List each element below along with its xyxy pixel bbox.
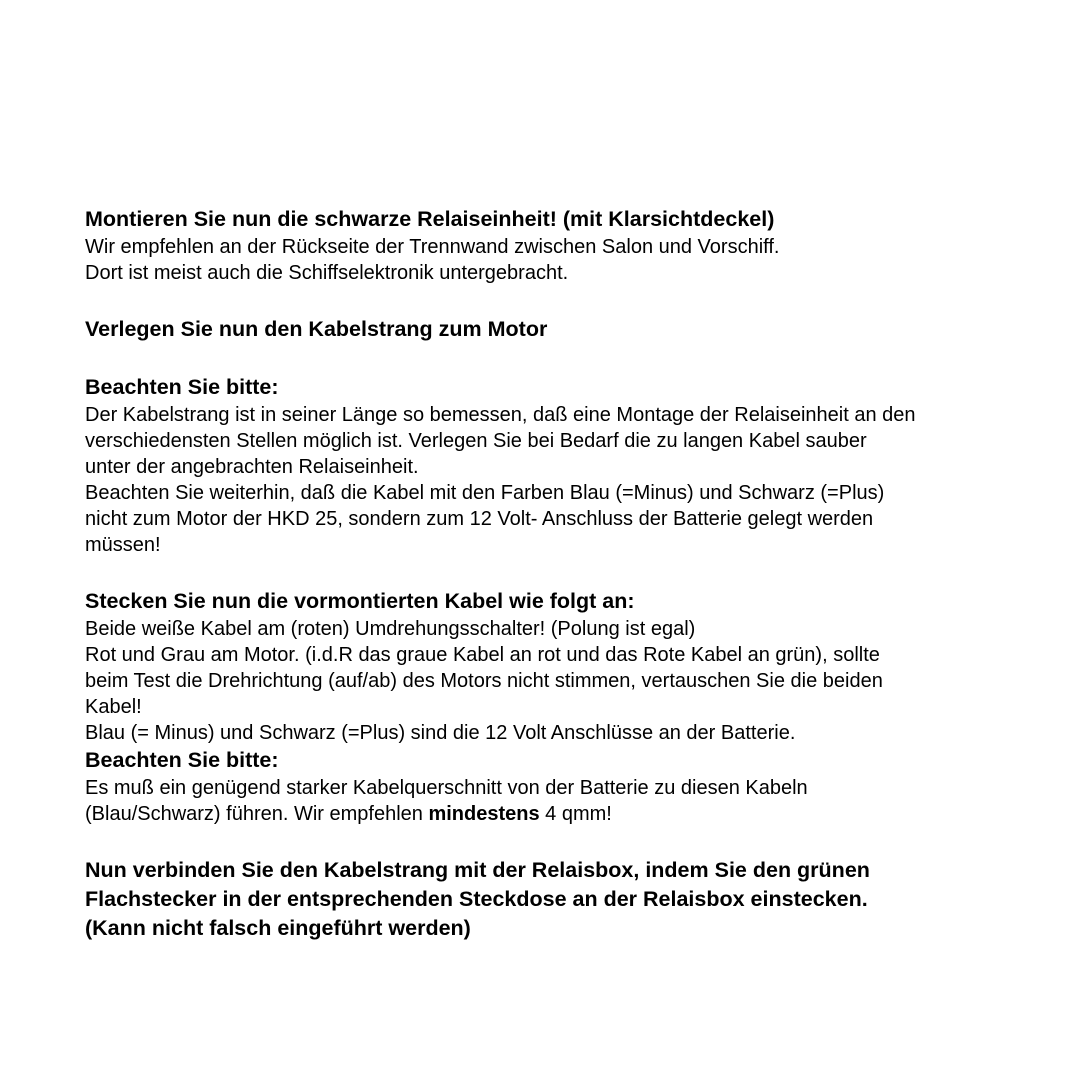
heading-mount-relay: Montieren Sie nun die schwarze Relaiseinheit! (mit Klarsichtdeckel) <box>85 207 775 231</box>
document-page <box>85 205 1045 943</box>
paragraph-line: Dort ist meist auch die Schiffselektronik untergebracht. <box>85 262 569 284</box>
paragraph-line: unter der angebrachten Relaiseinheit. <box>85 456 419 478</box>
spacer <box>85 344 1045 373</box>
paragraph-line: Es muß ein genügend starker Kabelquerschnitt von der Batterie zu diesen Kabeln <box>85 777 808 799</box>
paragraph-line: Wir empfehlen an der Rückseite der Trennwand zwischen Salon und Vorschiff. <box>85 236 780 258</box>
text-segment: 4 qmm! <box>539 803 612 825</box>
paragraph-line: Der Kabelstrang ist in seiner Länge so bemessen, daß eine Montage der Relaiseinheit an den <box>85 404 916 426</box>
section-note-1 <box>85 373 1045 558</box>
heading-cable-routing: Verlegen Sie nun den Kabelstrang zum Motor <box>85 317 548 341</box>
paragraph-line: beim Test die Drehrichtung (auf/ab) des Motors nicht stimmen, vertauschen Sie die beiden <box>85 670 883 692</box>
heading-note: Beachten Sie bitte: <box>85 375 279 399</box>
spacer <box>85 558 1045 587</box>
paragraph-line: nicht zum Motor der HKD 25, sondern zum 12 Volt- Anschluss der Batterie gelegt werden <box>85 508 874 530</box>
closing-line: (Kann nicht falsch eingeführt werden) <box>85 916 471 940</box>
spacer <box>85 286 1045 315</box>
text-segment: (Blau/Schwarz) führen. Wir empfehlen <box>85 803 429 825</box>
section-mount-relay <box>85 205 1045 286</box>
paragraph-line: verschiedensten Stellen möglich ist. Verlegen Sie bei Bedarf die zu langen Kabel sauber <box>85 430 867 452</box>
paragraph-line: Beachten Sie weiterhin, daß die Kabel mit den Farben Blau (=Minus) und Schwarz (=Plus) <box>85 482 885 504</box>
paragraph-line: Rot und Grau am Motor. (i.d.R das graue Kabel an rot und das Rote Kabel an grün), sollte <box>85 644 880 666</box>
closing-line: Flachstecker in der entsprechenden Steckdose an der Relaisbox einstecken. <box>85 887 868 911</box>
closing-line: Nun verbinden Sie den Kabelstrang mit der Relaisbox, indem Sie den grünen <box>85 858 870 882</box>
paragraph-line: Kabel! <box>85 696 142 718</box>
paragraph-line: Beide weiße Kabel am (roten) Umdrehungsschalter! (Polung ist egal) <box>85 618 696 640</box>
paragraph-line: müssen! <box>85 534 161 556</box>
emphasis-text: mindestens <box>428 803 540 825</box>
paragraph-line <box>85 801 1045 827</box>
paragraph-line: Blau (= Minus) und Schwarz (=Plus) sind die 12 Volt Anschlüsse an der Batterie. <box>85 722 796 744</box>
heading-connect-cables: Stecken Sie nun die vormontierten Kabel wie folgt an: <box>85 589 635 613</box>
section-connect-cables <box>85 587 1045 827</box>
heading-note: Beachten Sie bitte: <box>85 748 279 772</box>
section-cable-routing <box>85 315 1045 344</box>
section-connect-relaybox <box>85 856 1045 943</box>
spacer <box>85 827 1045 856</box>
